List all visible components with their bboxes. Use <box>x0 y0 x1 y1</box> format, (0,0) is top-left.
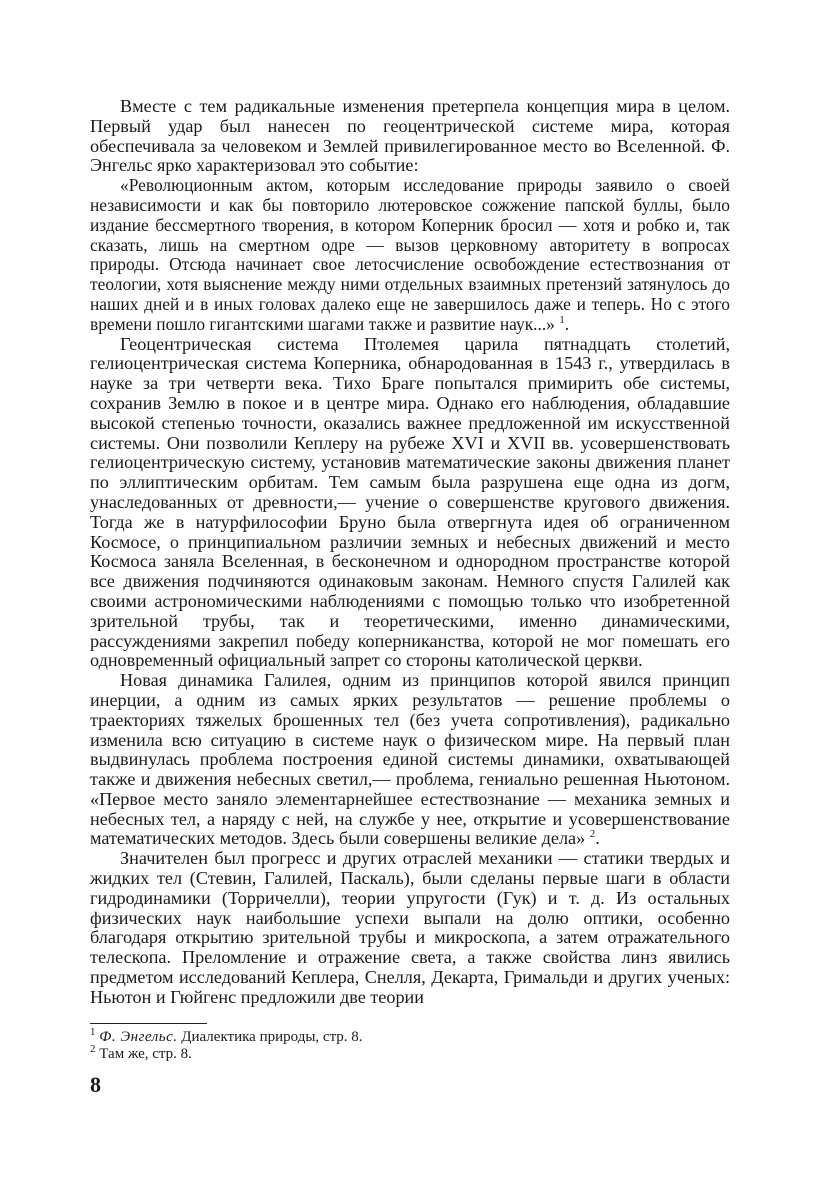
footnotes <box>90 1026 730 1063</box>
footnote-1-mark: 1 <box>90 1026 96 1038</box>
engels-quote-text: «Революционным актом, которым исследование природы заявило о своей независимости и как бы повторило лютеровское сожжение папской буллы, было издание бессмертного творения, в котором Коперник бросил — хотя и робко и, так сказать, лишь на смертном одре — вызов церковному авторитету в вопросах природы. Отсюда начинает свое летосчисление освобождение естествознания от теологии, хотя выяснение между ними отдельных взаимных претензий затянулось до наших дней и в иных головах далеко еще не завершилось даже и теперь. Но с этого времени пошло гигантскими шагами также и развитие наук...» <box>90 175 730 334</box>
engels-quote: «Революционным актом, которым исследование природы заявило о своей независимости и как бы повторило лютеровское сожжение папской буллы, было издание бессмертного творения, в котором Коперник бросил — хотя и робко и, так сказать, лишь на смертном одре — вызов церковному авторитету в вопросах природы. Отсюда начинает свое летосчисление освобождение естествознания от теологии, хотя выяснение между ними отдельных взаимных претензий затянулось до наших дней и в иных головах далеко еще не завершилось даже и теперь. Но с этого времени пошло гигантскими шагами также и развитие наук...» $^1$. <box>90 175 730 334</box>
paragraph-4-text: Значителен был прогресс и других отраслей механики — статики твердых и жидких тел (Стевин, Галилей, Паскаль), были сделаны первые шаги в области гидродинамики (Торричелли), теории упругости (Гук) и т. д. Из остальных физических наук наибольшие успехи выпали на долю оптики, особенно благодаря открытию зрительной трубы и микроскопа, а затем отражательного телескопа. Преломление и отражение света, а также свойства линз явились предметом исследований Кеплера, Снелля, Декарта, Гримальди и других ученых: Ньютон и Гюйгенс предложили две теории <box>90 848 730 1007</box>
page-number: 8 <box>90 1072 101 1097</box>
footnote-ref-1: 1 <box>559 313 565 326</box>
footnote-2-text: Там же, стр. 8. <box>95 1046 192 1062</box>
paragraph-3: Новая динамика Галилея, одним из принципов которой явился принцип инерции, а одним из самых ярких результатов — решение проблемы о траекториях тяжелых брошенных тел (без учета сопротивления), радикально изменила всю ситуацию в системе наук о физическом мире. На первый план выдвинулась проблема построения единой системы динамики, охватывающей также и движения небесных светил,— проблема, гениально решенная Ньютоном. «Первое место заняло элементарнейшее естествознание — механика земных и небесных тел, а наряду с ней, на службе у нее, открытие и усовершенствование математических методов. Здесь были совершены великие дела» $^2$. <box>90 670 730 849</box>
paragraph-3-text: Новая динамика Галилея, одним из принципов которой явился принцип инерции, а одним из самых ярких результатов — решение проблемы о траекториях тяжелых брошенных тел (без учета сопротивления), радикально изменила всю ситуацию в системе наук о физическом мире. На первый план выдвинулась проблема построения единой системы динамики, охватывающей также и движения небесных светил,— проблема, гениально решенная Ньютоном. «Первое место заняло элементарнейшее естествознание — механика земных и небесных тел, а наряду с ней, на службе у нее, открытие и усовершенствование математических методов. Здесь были совершены великие дела» <box>90 670 730 849</box>
page-body <box>90 97 730 1008</box>
footnote-2 <box>90 1043 730 1063</box>
footnote-1 <box>90 1026 730 1046</box>
paragraph-1 <box>90 97 730 176</box>
paragraph-1-text: Вместе с тем радикальные изменения претерпела концепция мира в целом. Первый удар был нанесен по геоцентрической системе мира, которая обеспечивала за человеком и Землей привилегированное место во Вселенной. Ф. Энгельс ярко характеризовал это событие: <box>90 96 730 176</box>
footnote-2-mark: 2 <box>90 1043 96 1055</box>
footnote-ref-2: 2 <box>589 828 596 841</box>
footnote-1-author: Ф. Энгельс. <box>99 1029 178 1045</box>
footnote-1-text: Диалектика природы, стр. 8. <box>177 1029 363 1045</box>
paragraph-2 <box>90 335 730 672</box>
paragraph-2-text: Геоцентрическая система Птолемея царила пятнадцать столетий, гелиоцентрическая система Коперника, обнародованная в 1543 г., утвердилась в науке за три четверти века. Тихо Браге попытался примирить обе системы, сохранив Землю в покое и в центре мира. Однако его наблюдения, обладавшие высокой степенью точности, оказались важнее предложенной им искусственной системы. Они позволили Кеплеру на рубеже XVI и XVII вв. усовершенствовать гелиоцентрическую систему, установив математические законы движения планет по эллиптическим орбитам. Тем самым была разрушена еще одна из догм, унаследованных от древности,— учение о совершенстве кругового движения. Тогда же в натурфилософии Бруно была отвергнута идея об ограниченном Космосе, о принципиальном различии земных и небесных движений и место Космоса заняла Вселенная, в бесконечном и однородном пространстве которой все движения подчиняются одинаковым законам. Немного спустя Галилей как своими астрономическими наблюдениями с помощью только что изобретенной зрительной трубы, так и теоретическими, именно динамическими, рассуждениями закрепил победу коперниканства, которой не мог помешать его одновременный официальный запрет со стороны католической церкви. <box>90 333 730 671</box>
paragraph-4 <box>90 849 730 1007</box>
footnote-divider <box>90 1023 207 1024</box>
